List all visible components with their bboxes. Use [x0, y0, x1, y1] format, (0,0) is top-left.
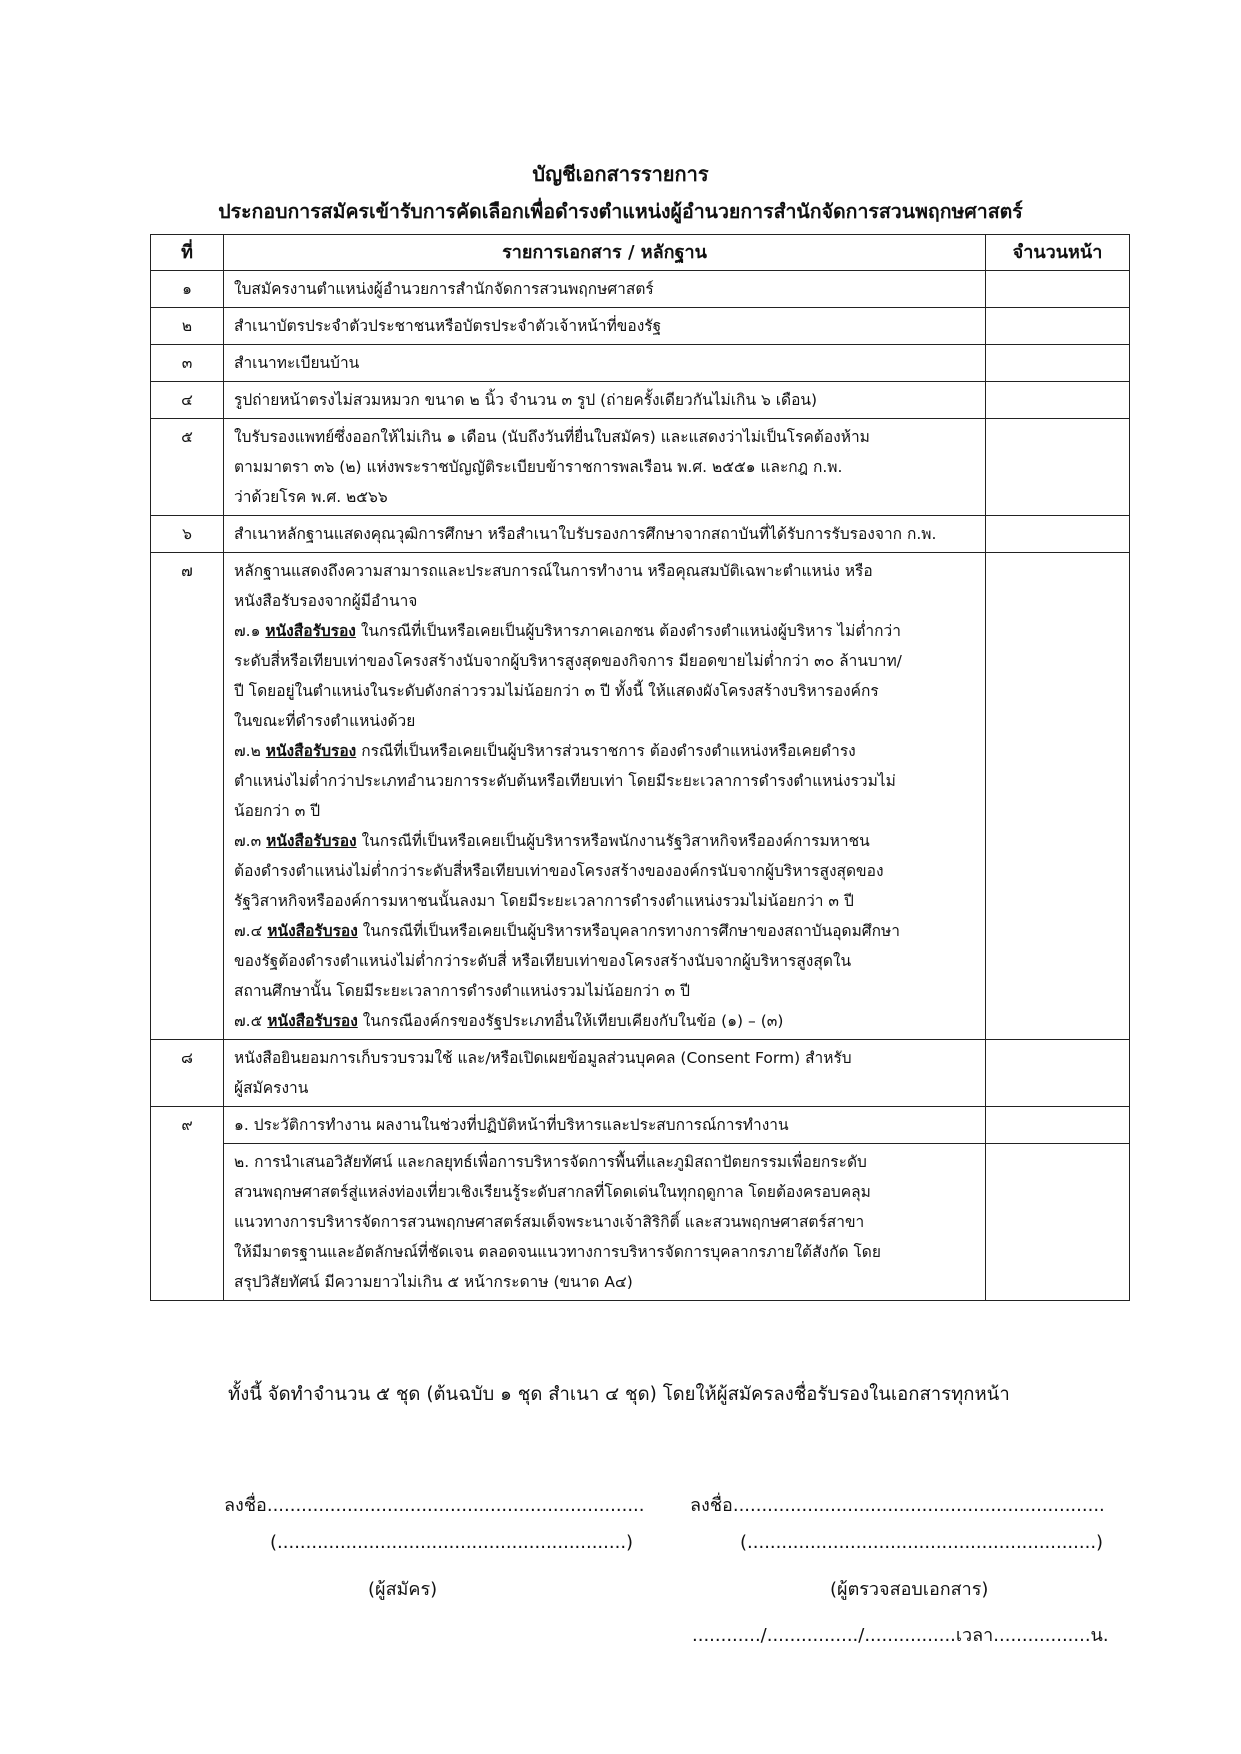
applicant-name-line: (.............................................................) [270, 1532, 634, 1553]
row-line: น้อยกว่า ๓ ปี [234, 802, 321, 820]
header-page-count: จำนวนหน้า [986, 235, 1130, 271]
table-row [151, 516, 1130, 553]
page-count-cell[interactable] [986, 345, 1130, 382]
sub-item-text: ในกรณีที่เป็นหรือเคยเป็นผู้บริหารหรือพนักงานรัฐวิสาหกิจหรือองค์การมหาชน [356, 832, 870, 850]
sub-item-prefix: ๗.๓ [234, 832, 267, 850]
row-line: แนวทางการบริหารจัดการสวนพฤกษศาสตร์สมเด็จพระนางเจ้าสิริกิติ์ และสวนพฤกษศาสตร์สาขา [234, 1213, 865, 1231]
row-number: ๘ [151, 1040, 224, 1107]
page-count-cell[interactable] [986, 271, 1130, 308]
row-description [224, 553, 986, 1040]
document-subtitle: ประกอบการสมัครเข้ารับการคัดเลือกเพื่อดำรงตำแหน่งผู้อำนวยการสำนักจัดการสวนพฤกษศาสตร์ [218, 200, 1023, 223]
row-line: หนังสือรับรองจากผู้มีอำนาจ [234, 592, 418, 610]
table-row [151, 553, 1130, 1040]
row-line: ของรัฐต้องดำรงตำแหน่งไม่ต่ำกว่าระดับสี่ หรือเทียบเท่าของโครงสร้างนับจากผู้บริหารสูงสุดใน [234, 952, 852, 970]
sub-item-prefix: ๗.๕ [234, 1012, 268, 1030]
row-line: รัฐวิสาหกิจหรือองค์การมหาชนนั้นลงมา โดยมีระยะเวลาการดำรงตำแหน่งรวมไม่น้อยกว่า ๓ ปี [234, 892, 854, 910]
sub-item-7-3 [234, 826, 977, 856]
sub-item-prefix: ๗.๔ [234, 922, 268, 940]
row-description [224, 271, 986, 308]
checker-signature-line: ลงชื่อ................................................................. [690, 1495, 1105, 1516]
sub-item-text: ในกรณีองค์กรของรัฐประเภทอื่นให้เทียบเคียงกับในข้อ (๑) – (๓) [357, 1012, 784, 1030]
row-number: ๔ [151, 382, 224, 419]
row-line: หนังสือยินยอมการเก็บรวบรวมใช้ และ/หรือเปิดเผยข้อมูลส่วนบุคคล (Consent Form) สำหรับ [234, 1049, 852, 1067]
table-row [151, 1144, 1130, 1301]
row-description [224, 308, 986, 345]
page-count-cell[interactable] [986, 1107, 1130, 1144]
table-row [151, 1107, 1130, 1144]
header-number: ที่ [151, 235, 224, 271]
sub-item-emphasis: หนังสือรับรอง [267, 1012, 358, 1030]
sub-item-emphasis: หนังสือรับรอง [266, 832, 357, 850]
copies-note: ทั้งนี้ จัดทำจำนวน ๕ ชุด (ต้นฉบับ ๑ ชุด สำเนา ๔ ชุด) โดยให้ผู้สมัครลงชื่อรับรองในเอกสารทุกหน้า [228, 1384, 1010, 1405]
row-line: หลักฐานแสดงถึงความสามารถและประสบการณ์ในการทำงาน หรือคุณสมบัติเฉพาะตำแหน่ง หรือ [234, 562, 873, 580]
row-line: สถานศึกษานั้น โดยมีระยะเวลาการดำรงตำแหน่งรวมไม่น้อยกว่า ๓ ปี [234, 982, 690, 1000]
sub-item-text: กรณีที่เป็นหรือเคยเป็นผู้บริหารส่วนราชการ ต้องดำรงตำแหน่งหรือเคยดำรง [356, 742, 856, 760]
table-row [151, 271, 1130, 308]
row-description [224, 1144, 986, 1301]
row-number: ๗ [151, 553, 224, 1040]
sub-item-7-1 [234, 616, 977, 646]
row-line: สำเนาทะเบียนบ้าน [234, 354, 360, 372]
row-line: ในขณะที่ดำรงตำแหน่งด้วย [234, 712, 416, 730]
row-description [224, 345, 986, 382]
page-count-cell[interactable] [986, 1040, 1130, 1107]
sub-item-emphasis: หนังสือรับรอง [265, 742, 357, 760]
row-number: ๖ [151, 516, 224, 553]
row-description [224, 516, 986, 553]
row-number: ๒ [151, 308, 224, 345]
sub-item-emphasis: หนังสือรับรอง [267, 922, 358, 940]
page-count-cell[interactable] [986, 516, 1130, 553]
sub-item-emphasis: หนังสือรับรอง [265, 622, 356, 640]
table-row [151, 382, 1130, 419]
page-count-cell[interactable] [986, 553, 1130, 1040]
row-line: ระดับสี่หรือเทียบเท่าของโครงสร้างนับจากผู้บริหารสูงสุดของกิจการ มียอดขายไม่ต่ำกว่า ๓๐ ล้านบาท/ [234, 652, 902, 670]
table-row [151, 308, 1130, 345]
document-title: บัญชีเอกสารรายการ [532, 162, 709, 186]
page-count-cell[interactable] [986, 419, 1130, 516]
table-row [151, 419, 1130, 516]
row-number [151, 1144, 224, 1301]
checker-role-label: (ผู้ตรวจสอบเอกสาร) [830, 1579, 989, 1600]
row-number: ๕ [151, 419, 224, 516]
row-line: สวนพฤกษศาสตร์สู่แหล่งท่องเที่ยวเชิงเรียนรู้ระดับสากลที่โดดเด่นในทุกฤดูกาล โดยต้องครอบคลุม [234, 1183, 871, 1201]
sub-item-text: ในกรณีที่เป็นหรือเคยเป็นผู้บริหารภาคเอกชน ต้องดำรงตำแหน่งผู้บริหาร ไม่ต่ำกว่า [355, 622, 901, 640]
row-number: ๑ [151, 271, 224, 308]
header-document: รายการเอกสาร / หลักฐาน [224, 235, 986, 271]
table-header-row [151, 235, 1130, 271]
table-row [151, 345, 1130, 382]
date-time-line: ............/................/................เวลา.................น. [692, 1625, 1109, 1646]
row-number: ๙ [151, 1107, 224, 1144]
sub-item-7-4 [234, 916, 977, 946]
sub-item-text: ในกรณีที่เป็นหรือเคยเป็นผู้บริหารหรือบุคลากรทางการศึกษาของสถาบันอุดมศึกษา [357, 922, 900, 940]
row-line: ๑. ประวัติการทำงาน ผลงานในช่วงที่ปฏิบัติหน้าที่บริหารและประสบการณ์การทำงาน [234, 1116, 789, 1134]
row-line: สรุปวิสัยทัศน์ มีความยาวไม่เกิน ๕ หน้ากระดาษ (ขนาด A๔) [234, 1273, 633, 1291]
row-description [224, 1040, 986, 1107]
row-line: ตำแหน่งไม่ต่ำกว่าประเภทอำนวยการระดับต้นหรือเทียบเท่า โดยมีระยะเวลาการดำรงตำแหน่งรวมไม่ [234, 772, 896, 790]
row-description [224, 382, 986, 419]
row-description [224, 419, 986, 516]
checker-name-line: (.............................................................) [740, 1532, 1104, 1553]
sub-item-7-2 [234, 736, 977, 766]
row-line: ปี โดยอยู่ในตำแหน่งในระดับดังกล่าวรวมไม่น้อยกว่า ๓ ปี ทั้งนี้ ให้แสดงผังโครงสร้างบริหารองค์กร [234, 682, 879, 700]
row-description [224, 1107, 986, 1144]
row-line: ให้มีมาตรฐานและอัตลักษณ์ที่ชัดเจน ตลอดจนแนวทางการบริหารจัดการบุคลากรภายใต้สังกัด โดย [234, 1243, 881, 1261]
row-line: สำเนาหลักฐานแสดงคุณวุฒิการศึกษา หรือสำเนาใบรับรองการศึกษาจากสถาบันที่ได้รับการรับรองจาก ก.พ. [234, 525, 937, 543]
table-row [151, 1040, 1130, 1107]
row-line: ว่าด้วยโรค พ.ศ. ๒๕๖๖ [234, 488, 388, 506]
page-count-cell[interactable] [986, 382, 1130, 419]
row-line: รูปถ่ายหน้าตรงไม่สวมหมวก ขนาด ๒ นิ้ว จำนวน ๓ รูป (ถ่ายครั้งเดียวกันไม่เกิน ๖ เดือน) [234, 391, 818, 409]
row-line: สำเนาบัตรประจำตัวประชาชนหรือบัตรประจำตัวเจ้าหน้าที่ของรัฐ [234, 317, 662, 335]
row-line: ใบรับรองแพทย์ซึ่งออกให้ไม่เกิน ๑ เดือน (นับถึงวันที่ยื่นใบสมัคร) และแสดงว่าไม่เป็นโรคต้องห้าม [234, 428, 870, 446]
row-line: ใบสมัครงานตำแหน่งผู้อำนวยการสำนักจัดการสวนพฤกษศาสตร์ [234, 280, 654, 298]
applicant-role-label: (ผู้สมัคร) [368, 1579, 438, 1600]
row-number: ๓ [151, 345, 224, 382]
sub-item-7-5 [234, 1006, 977, 1036]
sub-item-prefix: ๗.๒ [234, 742, 266, 760]
page-count-cell[interactable] [986, 1144, 1130, 1301]
row-line: ต้องดำรงตำแหน่งไม่ต่ำกว่าระดับสี่หรือเทียบเท่าของโครงสร้างขององค์กรนับจากผู้บริหารสูงสุดของ [234, 862, 884, 880]
row-line: ผู้สมัครงาน [234, 1079, 309, 1097]
document-checklist-table [150, 234, 1130, 1301]
row-line: ตามมาตรา ๓๖ (๒) แห่งพระราชบัญญัติระเบียบข้าราชการพลเรือน พ.ศ. ๒๕๕๑ และกฎ ก.พ. [234, 458, 843, 476]
row-line: ๒. การนำเสนอวิสัยทัศน์ และกลยุทธ์เพื่อการบริหารจัดการพื้นที่และภูมิสถาปัตยกรรมเพื่อยกระดับ [234, 1153, 867, 1171]
page-count-cell[interactable] [986, 308, 1130, 345]
sub-item-prefix: ๗.๑ [234, 622, 266, 640]
applicant-signature-line: ลงชื่อ.................................................................. [224, 1495, 645, 1516]
